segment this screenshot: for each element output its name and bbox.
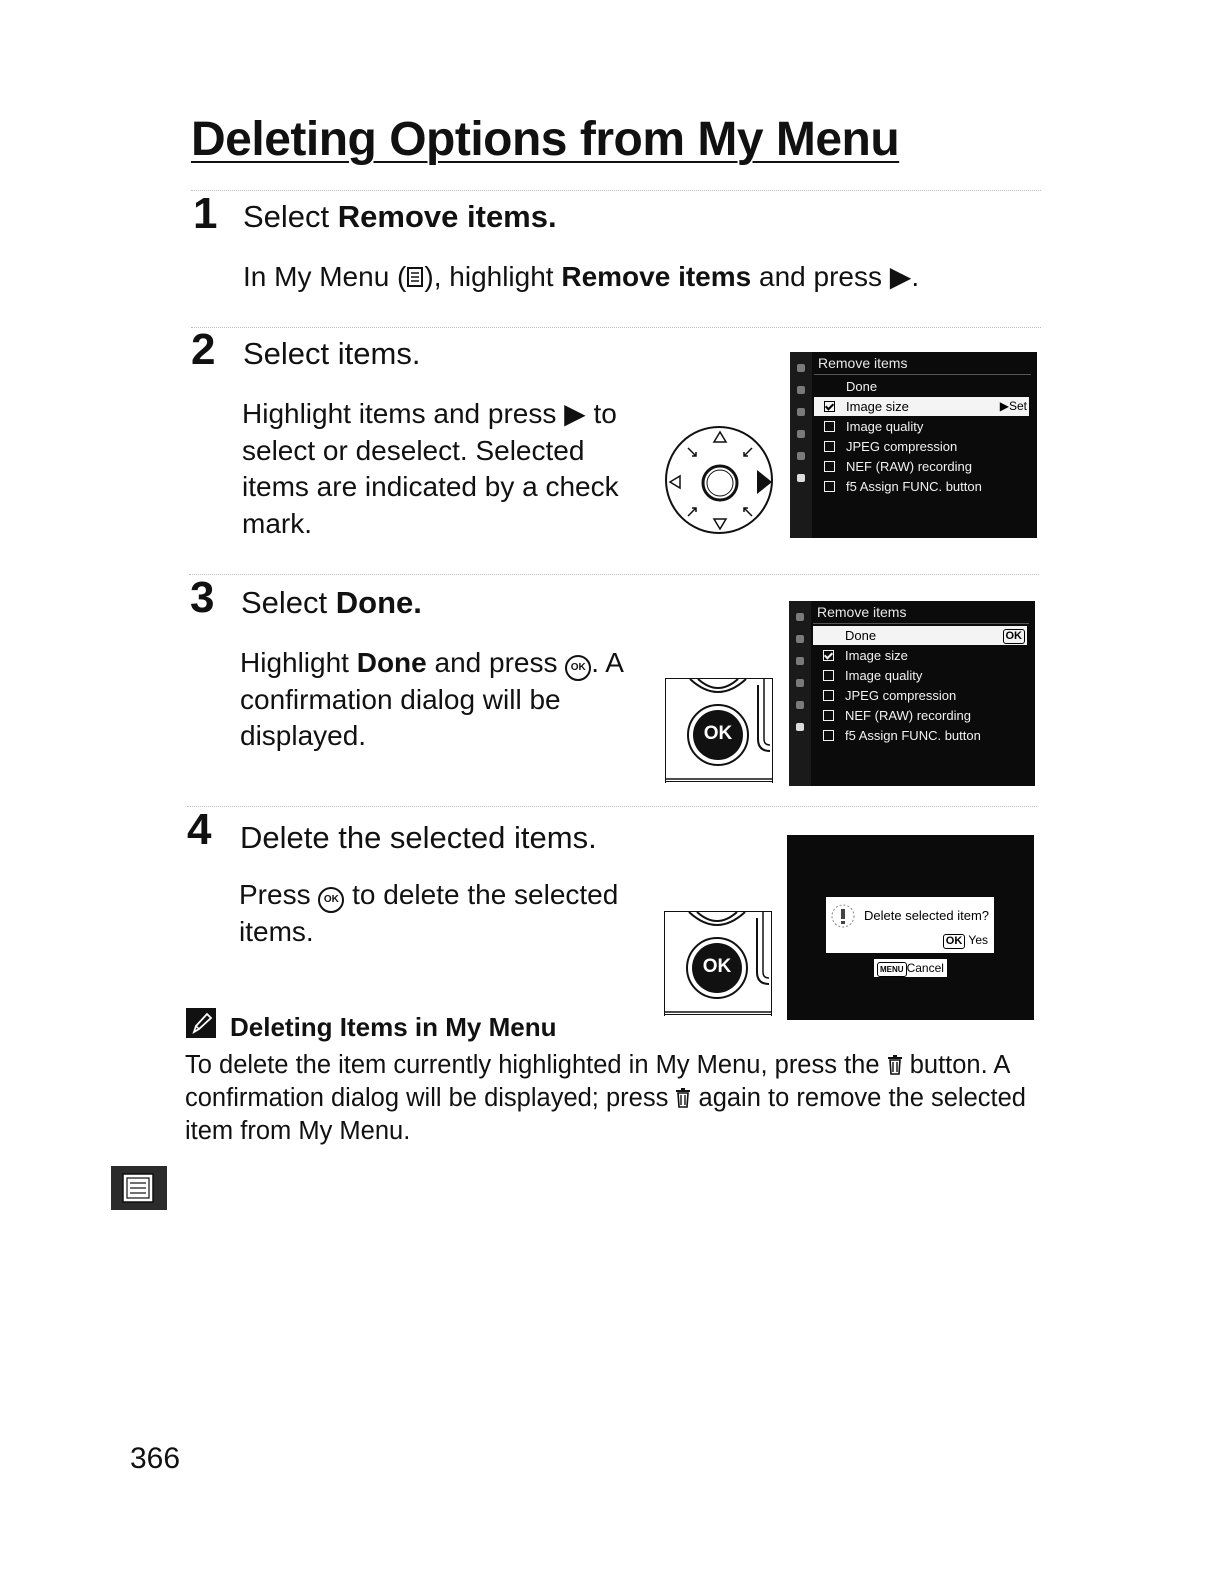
set-hint: ▶Set bbox=[999, 399, 1027, 413]
checkbox[interactable] bbox=[824, 421, 835, 432]
checkbox[interactable] bbox=[823, 710, 834, 721]
dialog-yes[interactable]: OK Yes bbox=[943, 933, 988, 949]
screen-title: Remove items bbox=[818, 355, 908, 371]
menu-key-icon: MENU bbox=[877, 962, 907, 977]
menu-item-image-quality[interactable]: Image quality bbox=[813, 666, 1027, 685]
menu-item-nef-recording[interactable]: NEF (RAW) recording bbox=[813, 706, 1027, 725]
step-3-body: Highlight Done and press OK . A confirmation dialog will be displayed. bbox=[240, 647, 623, 751]
step-1-body: In My Menu ( ), highlight Remove items and press ▶. bbox=[243, 261, 920, 292]
warning-icon bbox=[830, 903, 856, 929]
divider bbox=[187, 806, 1037, 807]
menu-item-done[interactable]: Done bbox=[846, 379, 878, 394]
step-2-number: 2 bbox=[191, 325, 216, 374]
step-1-heading: Select Remove items. bbox=[243, 199, 557, 234]
note-title: Deleting Items in My Menu bbox=[230, 1012, 557, 1042]
ok-button-illustration bbox=[664, 911, 772, 1016]
step-2-body: Highlight items and press ▶ to select or deselect. Selected items are indicated by a check mark. bbox=[242, 398, 619, 539]
camera-screen-remove-items bbox=[790, 352, 1037, 538]
menu-item-done[interactable]: Done OK bbox=[813, 626, 1027, 645]
ok-label: OK bbox=[702, 956, 732, 977]
checkbox[interactable] bbox=[824, 481, 835, 492]
dialog-question: Delete selected item? bbox=[864, 908, 990, 923]
divider bbox=[191, 327, 1041, 328]
step-4-number: 4 bbox=[187, 805, 212, 854]
note-body: To delete the item currently highlighted in My Menu, press the button. A confirmation dialog will be displayed; press again to remove the selected item from My Menu. bbox=[185, 1051, 1026, 1145]
checkbox[interactable] bbox=[823, 670, 834, 681]
menu-item-jpeg-compression[interactable]: JPEG compression bbox=[814, 437, 1029, 456]
right-arrow-icon: ▶ bbox=[564, 398, 586, 429]
menu-tabs bbox=[789, 601, 811, 786]
menu-section-tab-icon bbox=[111, 1166, 167, 1210]
ok-key-icon: OK bbox=[943, 934, 966, 949]
trash-icon bbox=[675, 1084, 691, 1112]
menu-item-image-size[interactable]: Image size bbox=[813, 646, 1027, 665]
multi-selector-icon bbox=[664, 424, 776, 536]
divider bbox=[191, 190, 1041, 191]
ok-button-icon: OK bbox=[318, 887, 344, 913]
ok-key-hint: OK bbox=[1003, 629, 1026, 644]
ok-label: OK bbox=[703, 723, 733, 744]
step-4-body: Press OK to delete the selected items. bbox=[239, 879, 619, 947]
camera-screen-remove-items-done bbox=[789, 601, 1035, 786]
step-1-number: 1 bbox=[193, 189, 218, 238]
dialog-cancel[interactable]: MENU Cancel bbox=[874, 959, 947, 977]
ok-button-illustration bbox=[665, 678, 773, 783]
divider bbox=[189, 574, 1039, 575]
confirm-dialog bbox=[826, 897, 994, 953]
checkbox[interactable] bbox=[824, 441, 835, 452]
menu-item-jpeg-compression[interactable]: JPEG compression bbox=[813, 686, 1027, 705]
step-2-heading: Select items. bbox=[243, 336, 421, 371]
page-title: Deleting Options from My Menu bbox=[191, 113, 900, 166]
menu-item-assign-func[interactable]: f5 Assign FUNC. button bbox=[813, 726, 1027, 745]
step-3-heading: Select Done. bbox=[241, 585, 422, 620]
trash-icon bbox=[887, 1051, 903, 1079]
ok-button-icon: OK bbox=[565, 655, 591, 681]
step-3-number: 3 bbox=[190, 573, 215, 622]
menu-item-image-quality[interactable]: Image quality bbox=[814, 417, 1029, 436]
menu-item-image-size[interactable]: Image size ▶Set bbox=[814, 397, 1029, 416]
checkbox[interactable] bbox=[824, 461, 835, 472]
camera-screen-confirm-dialog bbox=[787, 835, 1034, 1020]
my-menu-icon bbox=[406, 261, 424, 292]
screen-title: Remove items bbox=[817, 604, 907, 620]
checkbox-checked[interactable] bbox=[824, 401, 835, 412]
checkbox[interactable] bbox=[823, 730, 834, 741]
menu-item-assign-func[interactable]: f5 Assign FUNC. button bbox=[814, 477, 1029, 496]
right-arrow-icon: ▶ bbox=[889, 261, 912, 292]
pencil-note-icon bbox=[186, 1008, 216, 1038]
menu-tabs bbox=[790, 352, 812, 538]
step-4-heading: Delete the selected items. bbox=[240, 820, 597, 855]
menu-item-nef-recording[interactable]: NEF (RAW) recording bbox=[814, 457, 1029, 476]
checkbox[interactable] bbox=[823, 690, 834, 701]
page-number: 366 bbox=[130, 1442, 181, 1475]
checkbox-checked[interactable] bbox=[823, 650, 834, 661]
